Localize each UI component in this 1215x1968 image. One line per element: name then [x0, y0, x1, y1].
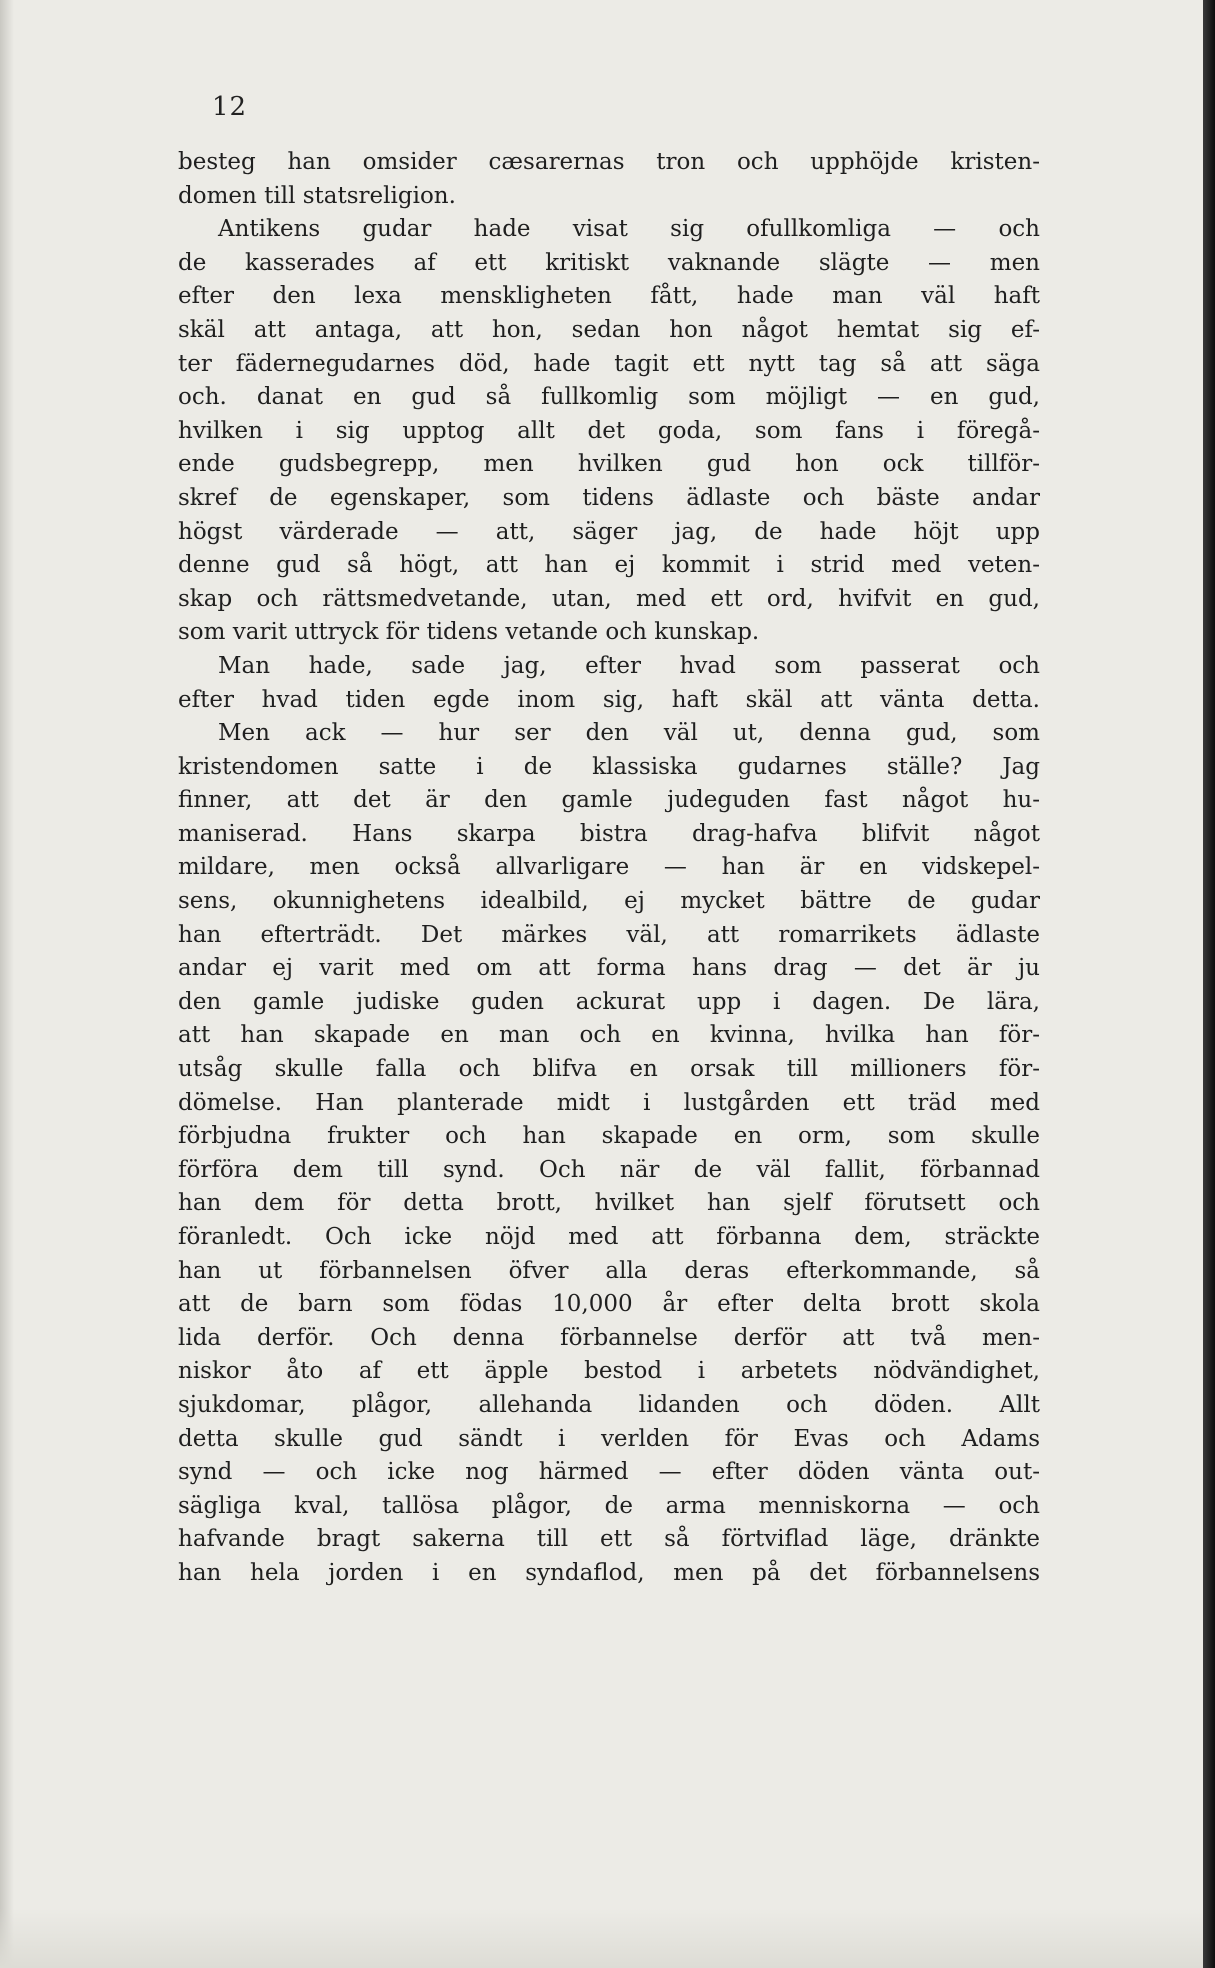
text-line: hvilken i sig upptog allt det goda, som fans i föregå- — [178, 417, 1040, 444]
page-number: 12 — [212, 92, 248, 122]
text-line: lida derför. Och denna förbannelse derför att två men- — [178, 1324, 1040, 1351]
text-line: niskor åto af ett äpple bestod i arbetets nödvändighet, — [178, 1358, 1040, 1385]
text-line: han dem för detta brott, hvilket han sjelf förutsett och — [178, 1190, 1040, 1217]
text-line: högst värderade — att, säger jag, de hade höjt upp — [178, 518, 1040, 545]
page-shadow-edge — [1203, 0, 1215, 1968]
text-line: skref de egenskaper, som tidens ädlaste och bäste andar — [178, 484, 1040, 511]
text-line: Men ack — hur ser den väl ut, denna gud, som — [218, 720, 1040, 747]
text-line: maniserad. Hans skarpa bistra drag-hafva blifvit något — [178, 820, 1040, 847]
text-line: den gamle judiske guden ackurat upp i dagen. De lära, — [178, 988, 1040, 1015]
text-line: detta skulle gud sändt i verlden för Evas och Adams — [178, 1425, 1040, 1452]
text-line: Antikens gudar hade visat sig ofullkomliga — och — [218, 216, 1040, 243]
text-line: sägliga kval, tallösa plågor, de arma menniskorna — och — [178, 1492, 1040, 1519]
text-line: andar ej varit med om att forma hans drag — det är ju — [178, 955, 1040, 982]
text-line: föranledt. Och icke nöjd med att förbanna dem, sträckte — [178, 1224, 1040, 1250]
text-line: finner, att det är den gamle judeguden fast något hu- — [178, 787, 1040, 814]
text-line: ende gudsbegrepp, men hvilken gud hon ock tillför- — [178, 451, 1040, 478]
text-line: domen till statsreligion. — [178, 182, 456, 209]
text-line: sens, okunnighetens idealbild, ej mycket bättre de gudar — [178, 888, 1040, 915]
text-line: skäl att antaga, att hon, sedan hon något hemtat sig ef- — [178, 316, 1040, 343]
text-line: dömelse. Han planterade midt i lustgården ett träd med — [178, 1089, 1040, 1116]
text-line: efter hvad tiden egde inom sig, haft skäl att vänta detta. — [178, 686, 1040, 713]
text-line: ter fädernegudarnes död, hade tagit ett nytt tag så att säga — [178, 350, 1040, 377]
text-line: synd — och icke nog härmed — efter döden vänta out- — [178, 1459, 1040, 1486]
text-line: besteg han omsider cæsarernas tron och upphöjde kristen- — [178, 149, 1040, 175]
text-line: och. danat en gud så fullkomlig som möjligt — en gud, — [178, 384, 1040, 411]
text-line: utsåg skulle falla och blifva en orsak till millioners för- — [178, 1056, 1040, 1083]
text-line: efter den lexa menskligheten fått, hade man väl haft — [178, 283, 1040, 310]
text-line: att de barn som födas 10,000 år efter delta brott skola — [178, 1291, 1040, 1318]
text-line: kristendomen satte i de klassiska gudarnes ställe? Jag — [178, 753, 1040, 780]
text-line: han hela jorden i en syndaflod, men på det förbannelsens — [178, 1559, 1040, 1586]
text-line: han ut förbannelsen öfver alla deras efterkommande, så — [178, 1257, 1040, 1284]
text-line: förföra dem till synd. Och när de väl fallit, förbannad — [178, 1156, 1040, 1183]
text-line: sjukdomar, plågor, allehanda lidanden och döden. Allt — [178, 1391, 1040, 1418]
text-line: mildare, men också allvarligare — han är en vidskepel- — [178, 854, 1040, 881]
text-line: hafvande bragt sakerna till ett så förtviflad läge, dränkte — [178, 1526, 1040, 1553]
text-line: förbjudna frukter och han skapade en orm, som skulle — [178, 1123, 1040, 1150]
text-line: att han skapade en man och en kvinna, hvilka han för- — [178, 1022, 1040, 1049]
text-line: denne gud så högt, att han ej kommit i strid med veten- — [178, 552, 1040, 579]
text-line: de kasserades af ett kritiskt vaknande slägte — men — [178, 249, 1040, 276]
body-text — [178, 146, 1040, 1591]
text-line: han efterträdt. Det märkes väl, att romarrikets ädlaste — [178, 921, 1040, 948]
text-line: Man hade, sade jag, efter hvad som passerat och — [218, 652, 1040, 679]
text-line: som varit uttryck för tidens vetande och kunskap. — [178, 619, 760, 646]
text-line: skap och rättsmedvetande, utan, med ett ord, hvifvit en gud, — [178, 585, 1040, 612]
